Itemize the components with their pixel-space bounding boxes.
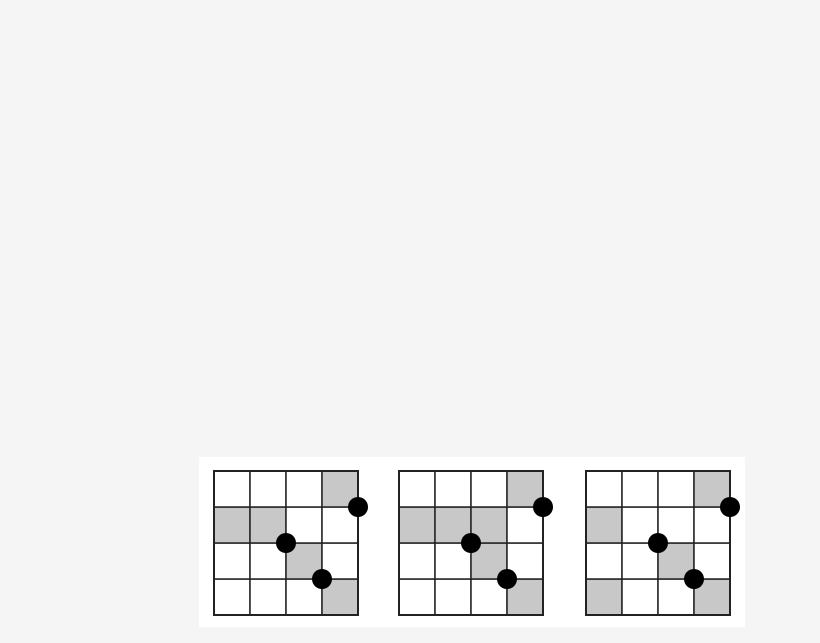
- grid-cell: [250, 471, 286, 507]
- pattern-dot: [720, 497, 740, 517]
- pattern-dot: [497, 569, 517, 589]
- grid-cell: [214, 579, 250, 615]
- pattern-dot: [461, 533, 481, 553]
- pattern-dot: [684, 569, 704, 589]
- grid-cell: [658, 471, 694, 507]
- pattern-dot: [348, 497, 368, 517]
- figure-mesh-patterns: [199, 457, 745, 627]
- pattern-dot: [276, 533, 296, 553]
- grid-cell: [586, 543, 622, 579]
- grid-cell: [286, 471, 322, 507]
- shaded-cell: [586, 507, 622, 543]
- grid-cell: [399, 543, 435, 579]
- grid-cell: [622, 579, 658, 615]
- grid-cell: [250, 579, 286, 615]
- grid-cell: [435, 471, 471, 507]
- pattern-dot: [312, 569, 332, 589]
- mesh-pattern-1: [214, 471, 368, 615]
- mesh-pattern-2: [399, 471, 553, 615]
- grid-cell: [586, 471, 622, 507]
- mesh-patterns-svg: [199, 457, 745, 627]
- pattern-dot: [648, 533, 668, 553]
- grid-cell: [471, 471, 507, 507]
- grid-cell: [214, 471, 250, 507]
- grid-cell: [622, 471, 658, 507]
- grid-cell: [214, 543, 250, 579]
- shaded-cell: [586, 579, 622, 615]
- mesh-pattern-3: [586, 471, 740, 615]
- shaded-cell: [214, 507, 250, 543]
- pattern-dot: [533, 497, 553, 517]
- grid-cell: [399, 471, 435, 507]
- grid-cell: [399, 579, 435, 615]
- grid-cell: [435, 579, 471, 615]
- shaded-cell: [399, 507, 435, 543]
